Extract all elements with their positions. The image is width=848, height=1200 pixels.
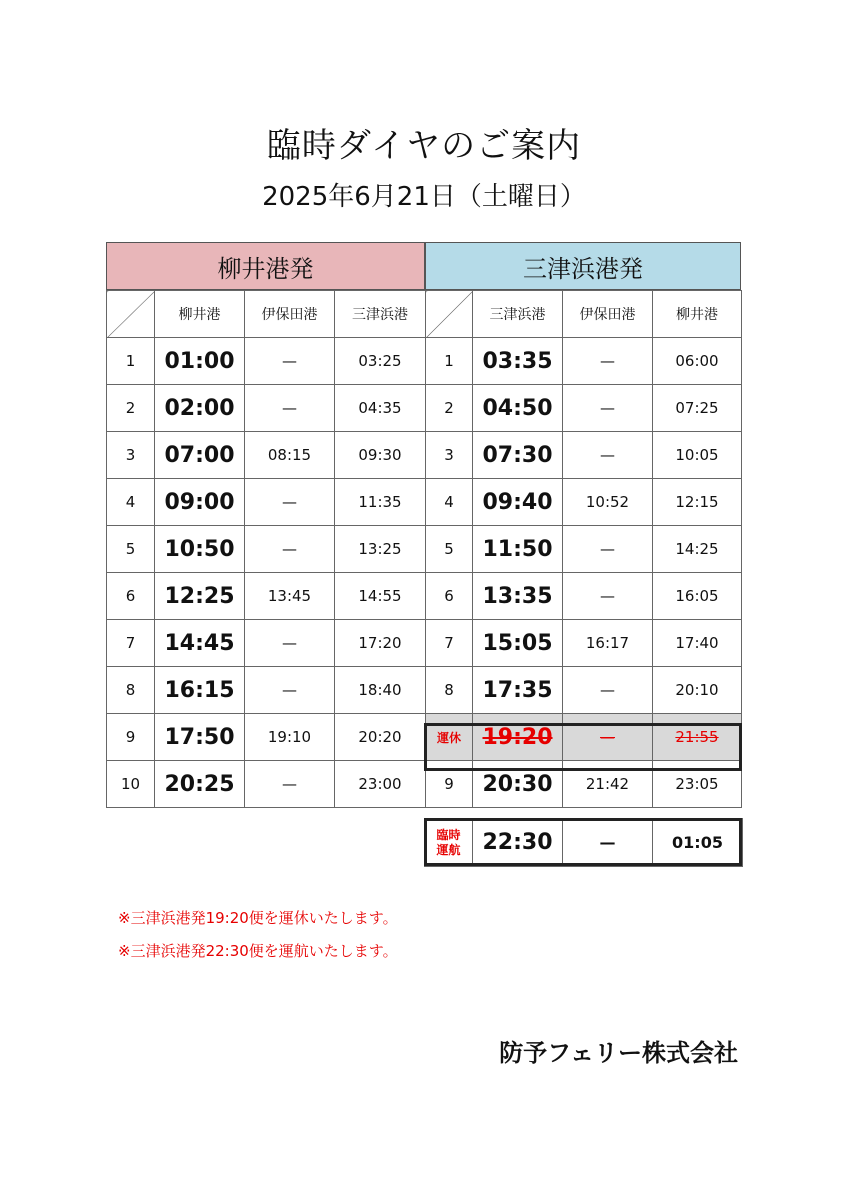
trip-number: 8 xyxy=(107,667,155,714)
arrival-time: 06:00 xyxy=(653,338,742,385)
arrival-time: 17:20 xyxy=(335,620,426,667)
departure-time: 07:30 xyxy=(473,432,563,479)
arrival-time: 03:25 xyxy=(335,338,426,385)
trip-number: 7 xyxy=(426,620,473,667)
stop-time: — xyxy=(245,385,335,432)
trip-number: 2 xyxy=(107,385,155,432)
stop-time: — xyxy=(563,667,653,714)
mitsuhama-departure-header: 三津浜港発 xyxy=(425,242,741,290)
departure-time: 07:00 xyxy=(155,432,245,479)
stop-time: 13:45 xyxy=(245,573,335,620)
arrival-time: 11:35 xyxy=(335,479,426,526)
column-header-row xyxy=(107,291,426,338)
trip-number: 1 xyxy=(426,338,473,385)
cancelled-departure-time: 19:20 xyxy=(473,714,563,761)
stop-time: — xyxy=(245,526,335,573)
arrival-time: 16:05 xyxy=(653,573,742,620)
stop-time: — xyxy=(563,385,653,432)
mitsuhama-departure-table xyxy=(425,290,742,808)
trip-number: 2 xyxy=(426,385,473,432)
departure-time: 17:50 xyxy=(155,714,245,761)
arrival-time: 17:40 xyxy=(653,620,742,667)
trip-number: 9 xyxy=(107,714,155,761)
departure-time: 11:50 xyxy=(473,526,563,573)
trip-number: 6 xyxy=(107,573,155,620)
column-header: 伊保田港 xyxy=(563,291,653,338)
arrival-time: 18:40 xyxy=(335,667,426,714)
special-trip-row xyxy=(425,819,743,867)
notice-extra: ※三津浜港発22:30便を運航いたします。 xyxy=(118,942,398,960)
stop-time: — xyxy=(245,667,335,714)
company-name: 防予フェリー株式会社 xyxy=(499,1039,738,1067)
arrival-time: 23:05 xyxy=(653,761,742,808)
table-row xyxy=(107,526,426,573)
departure-time: 04:50 xyxy=(473,385,563,432)
departure-time: 13:35 xyxy=(473,573,563,620)
departure-time: 09:00 xyxy=(155,479,245,526)
cancelled-trip-row xyxy=(426,714,742,761)
arrival-time: 04:35 xyxy=(335,385,426,432)
special-stop-time: — xyxy=(563,819,653,867)
special-departure-time: 22:30 xyxy=(473,819,563,867)
trip-number: 6 xyxy=(426,573,473,620)
departure-time: 14:45 xyxy=(155,620,245,667)
column-header: 伊保田港 xyxy=(245,291,335,338)
arrival-time: 20:10 xyxy=(653,667,742,714)
corner-cell xyxy=(107,291,155,338)
trip-number: 4 xyxy=(107,479,155,526)
arrival-time: 13:25 xyxy=(335,526,426,573)
service-date: 2025年6月21日（土曜日） xyxy=(262,182,586,212)
cancelled-label: 運休 xyxy=(426,714,473,761)
special-trip-label xyxy=(425,819,473,867)
table-row xyxy=(107,385,426,432)
column-header: 柳井港 xyxy=(653,291,742,338)
table-row xyxy=(426,432,742,479)
trip-number: 9 xyxy=(426,761,473,808)
arrival-time: 10:05 xyxy=(653,432,742,479)
table-row xyxy=(426,338,742,385)
table-row xyxy=(426,479,742,526)
trip-number: 5 xyxy=(107,526,155,573)
column-header: 三津浜港 xyxy=(473,291,563,338)
departure-time: 09:40 xyxy=(473,479,563,526)
cancelled-stop-time: — xyxy=(563,714,653,761)
stop-time: 08:15 xyxy=(245,432,335,479)
stop-time: — xyxy=(245,479,335,526)
table-row xyxy=(107,761,426,808)
table-row xyxy=(107,432,426,479)
table-row xyxy=(107,479,426,526)
trip-number: 10 xyxy=(107,761,155,808)
trip-number: 7 xyxy=(107,620,155,667)
trip-number: 4 xyxy=(426,479,473,526)
trip-number: 5 xyxy=(426,526,473,573)
notice-cancel: ※三津浜港発19:20便を運休いたします。 xyxy=(118,909,398,927)
table-row xyxy=(107,714,426,761)
departure-time: 03:35 xyxy=(473,338,563,385)
arrival-time: 12:15 xyxy=(653,479,742,526)
stop-time: — xyxy=(563,526,653,573)
departure-time: 20:30 xyxy=(473,761,563,808)
column-header: 三津浜港 xyxy=(335,291,426,338)
special-trip-label-line1: 臨時 xyxy=(436,827,461,842)
departure-time: 15:05 xyxy=(473,620,563,667)
arrival-time: 14:55 xyxy=(335,573,426,620)
notice-list xyxy=(118,902,398,968)
stop-time: 10:52 xyxy=(563,479,653,526)
table-row xyxy=(107,573,426,620)
stop-time: — xyxy=(245,620,335,667)
table-row xyxy=(426,620,742,667)
stop-time: — xyxy=(563,573,653,620)
table-row xyxy=(426,573,742,620)
departure-time: 17:35 xyxy=(473,667,563,714)
stop-time: 21:42 xyxy=(563,761,653,808)
departure-time: 01:00 xyxy=(155,338,245,385)
trip-number: 8 xyxy=(426,667,473,714)
stop-time: — xyxy=(563,338,653,385)
arrival-time: 20:20 xyxy=(335,714,426,761)
departure-time: 10:50 xyxy=(155,526,245,573)
cancelled-arrival-time: 21:55 xyxy=(653,714,742,761)
table-row xyxy=(107,667,426,714)
special-arrival-time: 01:05 xyxy=(653,819,743,867)
departure-time: 02:00 xyxy=(155,385,245,432)
departure-time: 12:25 xyxy=(155,573,245,620)
stop-time: — xyxy=(563,432,653,479)
special-trip-label-line2: 運航 xyxy=(436,842,461,857)
special-trip-table xyxy=(424,818,743,867)
table-row xyxy=(107,620,426,667)
column-header-row xyxy=(426,291,742,338)
arrival-time: 07:25 xyxy=(653,385,742,432)
stop-time: — xyxy=(245,338,335,385)
table-row xyxy=(426,526,742,573)
table-row xyxy=(107,338,426,385)
arrival-time: 09:30 xyxy=(335,432,426,479)
arrival-time: 23:00 xyxy=(335,761,426,808)
page-title: 臨時ダイヤのご案内 xyxy=(266,126,582,166)
departure-time: 20:25 xyxy=(155,761,245,808)
table-row xyxy=(426,385,742,432)
stop-time: — xyxy=(245,761,335,808)
trip-number: 3 xyxy=(107,432,155,479)
stop-time: 19:10 xyxy=(245,714,335,761)
stop-time: 16:17 xyxy=(563,620,653,667)
arrival-time: 14:25 xyxy=(653,526,742,573)
departure-time: 16:15 xyxy=(155,667,245,714)
yanai-departure-header: 柳井港発 xyxy=(106,242,425,290)
yanai-departure-table xyxy=(106,290,426,808)
table-row xyxy=(426,761,742,808)
trip-number: 1 xyxy=(107,338,155,385)
corner-cell xyxy=(426,291,473,338)
column-header: 柳井港 xyxy=(155,291,245,338)
table-row xyxy=(426,667,742,714)
trip-number: 3 xyxy=(426,432,473,479)
